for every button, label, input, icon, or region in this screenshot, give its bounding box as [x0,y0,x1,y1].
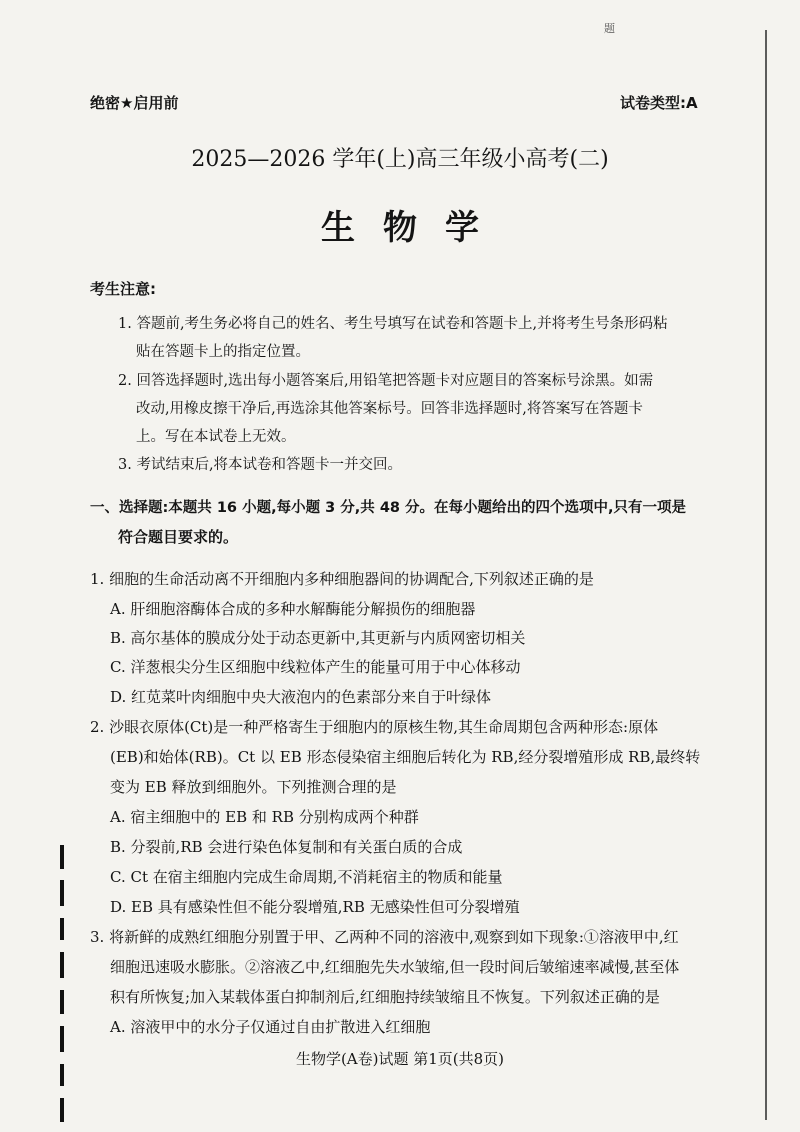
notice-line: 2. 回答选择题时,选出每小题答案后,用铅笔把答题卡对应题目的答案标号涂黑。如需 [118,373,654,389]
question-1-stem: 1. 细胞的生命活动离不开细胞内多种细胞器间的协调配合,下列叙述正确的是 [90,570,594,588]
question-2-option-a: A. 宿主细胞中的 EB 和 RB 分别构成两个种群 [110,808,419,826]
section-heading: 一、选择题:本题共 16 小题,每小题 3 分,共 48 分。在每小题给出的四个选项中,只有一项是 [90,500,687,516]
question-2-option-c: C. Ct 在宿主细胞内完成生命周期,不消耗宿主的物质和能量 [110,868,503,886]
question-2-option-b: B. 分裂前,RB 会进行染色体复制和有关蛋白质的合成 [110,838,463,856]
subject-title: 生物学 [321,208,507,248]
question-1-option-a: A. 肝细胞溶酶体合成的多种水解酶能分解损伤的细胞器 [110,600,476,618]
question-1-option-d: D. 红苋菜叶肉细胞中央大液泡内的色素部分来自于叶绿体 [110,688,492,706]
question-2-option-d: D. EB 具有感染性但不能分裂增殖,RB 无感染性但可分裂增殖 [110,898,520,916]
notice-line: 改动,用橡皮擦干净后,再选涂其他答案标号。回答非选择题时,将答案写在答题卡 [136,401,643,417]
notice-line: 上。写在本试卷上无效。 [136,429,296,445]
binding-mark [60,952,64,978]
confidential-label: 绝密★启用前 [90,94,179,112]
section-heading-cont: 符合题目要求的。 [118,528,239,546]
notice-line: 贴在答题卡上的指定位置。 [136,344,310,360]
question-1-option-b: B. 高尔基体的膜成分处于动态更新中,其更新与内质网密切相关 [110,629,526,647]
exam-title: 2025—2026 学年(上)高三年级小高考(二) [191,147,609,172]
question-2-stem: 2. 沙眼衣原体(Ct)是一种严格寄生于细胞内的原核生物,其生命周期包含两种形态:原体 [90,718,659,736]
question-3-stem-cont: 细胞迅速吸水膨胀。②溶液乙中,红细胞先失水皱缩,但一段时间后皱缩速率减慢,甚至体 [110,958,680,976]
question-3-stem: 3. 将新鲜的成熟红细胞分别置于甲、乙两种不同的溶液中,观察到如下现象:①溶液甲中,红 [90,928,679,946]
notice-heading: 考生注意: [90,280,156,298]
binding-mark [60,880,64,906]
paper-type-label: 试卷类型:A [620,94,698,112]
question-2-stem-cont: 变为 EB 释放到细胞外。下列推测合理的是 [110,778,397,796]
binding-mark [60,845,64,869]
question-3-option-a: A. 溶液甲中的水分子仅通过自由扩散进入红细胞 [110,1018,431,1036]
question-3-stem-cont: 积有所恢复;加入某载体蛋白抑制剂后,红细胞持续皱缩且不恢复。下列叙述正确的是 [110,988,660,1006]
question-2-stem-cont: (EB)和始体(RB)。Ct 以 EB 形态侵染宿主细胞后转化为 RB,经分裂增殖形成 RB,最终转 [110,748,701,766]
notice-line: 3. 考试结束后,将本试卷和答题卡一并交回。 [118,457,403,473]
page-edge-line [765,30,767,1120]
notice-line: 1. 答题前,考生务必将自己的姓名、考生号填写在试卷和答题卡上,并将考生号条形码粘 [118,316,668,332]
page-footer: 生物学(A卷)试题 第1页(共8页) [295,1050,505,1068]
corner-mark: 题 [604,22,615,35]
binding-mark [60,990,64,1014]
binding-mark [60,1098,64,1122]
binding-mark [60,918,64,940]
question-1-option-c: C. 洋葱根尖分生区细胞中线粒体产生的能量可用于中心体移动 [110,658,521,676]
